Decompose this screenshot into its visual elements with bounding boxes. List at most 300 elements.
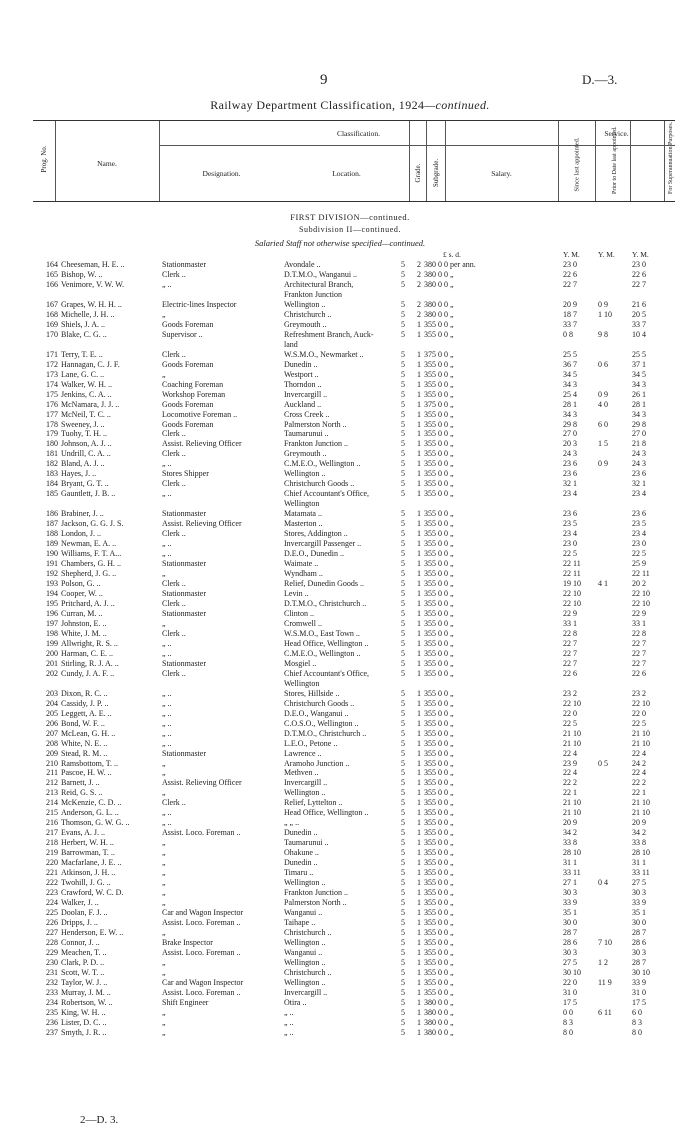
designation: „ .. xyxy=(162,279,172,289)
employee-name: Johnson, A. J. .. xyxy=(61,439,112,449)
since-appointed: 27 1 xyxy=(563,878,577,888)
prog-no: 210 xyxy=(46,758,58,768)
grade: 5 xyxy=(401,908,405,918)
location: C.M.E.O., Wellington .. xyxy=(284,459,361,469)
superannuation-service: 33 7 xyxy=(632,319,646,329)
superannuation-service: 22 8 xyxy=(632,628,646,638)
employee-name: Walker, W. H. .. xyxy=(61,379,113,389)
location: Palmerston North .. xyxy=(284,419,347,429)
superannuation-service: 34 3 xyxy=(632,409,646,419)
grade: 5 xyxy=(401,898,405,908)
superannuation-service: 22 2 xyxy=(632,778,646,788)
prog-no: 219 xyxy=(46,848,58,858)
designation: „ .. xyxy=(162,459,172,469)
table-row xyxy=(0,998,700,1007)
since-appointed: 31 0 xyxy=(563,987,577,997)
table-row xyxy=(0,649,700,658)
prog-no: 194 xyxy=(46,589,58,598)
table-row xyxy=(0,699,700,708)
prog-no: 181 xyxy=(46,449,58,459)
subgrade: 1 xyxy=(417,888,421,898)
superannuation-service: 34 5 xyxy=(632,369,646,379)
header-subgrade: Subgrade. xyxy=(432,158,440,188)
employee-name: White, J. M. .. xyxy=(61,628,107,638)
employee-name: Twohill, J. G. .. xyxy=(61,878,111,888)
since-appointed: 24 3 xyxy=(563,449,577,459)
prog-no: 228 xyxy=(46,937,58,947)
designation: Assist. Loco. Foreman .. xyxy=(162,918,241,928)
prog-no: 198 xyxy=(46,628,58,638)
grade: 5 xyxy=(401,569,405,579)
designation: Clerk .. xyxy=(162,349,186,359)
salary: 355 0 0 „ xyxy=(424,559,454,569)
prior-service: 6 11 xyxy=(598,1007,612,1017)
since-appointed: 22 7 xyxy=(563,648,577,658)
table-row xyxy=(0,918,700,927)
table-row xyxy=(0,719,700,728)
table-row xyxy=(0,798,700,807)
designation: Clerk .. xyxy=(162,429,186,439)
table-row xyxy=(0,330,700,339)
since-appointed: 17 5 xyxy=(563,997,577,1007)
header-service: Service. xyxy=(604,129,629,138)
employee-name: Clark, P. D. .. xyxy=(61,957,105,967)
header-name: Name. xyxy=(97,159,117,168)
subgrade: 1 xyxy=(417,379,421,389)
since-appointed: 33 1 xyxy=(563,618,577,628)
since-appointed: 23 0 xyxy=(563,539,577,549)
header-salary: Salary. xyxy=(491,169,512,178)
subgrade: 1 xyxy=(417,608,421,618)
employee-name: Newman, E. A. .. xyxy=(61,539,117,549)
salary: 355 0 0 „ xyxy=(424,509,454,519)
currency-header: £ s. d. xyxy=(443,250,461,259)
location: Otira .. xyxy=(284,997,307,1007)
superannuation-service: 23 4 xyxy=(632,489,646,499)
subgrade: 1 xyxy=(417,798,421,808)
header-prior: Prior to Date last appointed. xyxy=(612,126,618,194)
grade: 5 xyxy=(401,349,405,359)
superannuation-service: 37 1 xyxy=(632,359,646,369)
subgrade: 1 xyxy=(417,878,421,888)
designation: Stationmaster xyxy=(162,658,206,668)
designation: Stationmaster xyxy=(162,608,206,618)
salary: 355 0 0 „ xyxy=(424,668,454,678)
subgrade: 1 xyxy=(417,589,421,598)
table-row xyxy=(0,858,700,867)
designation: „ .. xyxy=(162,738,172,748)
table-row xyxy=(0,778,700,787)
table-row xyxy=(0,908,700,917)
superannuation-service: 28 6 xyxy=(632,937,646,947)
subgrade: 1 xyxy=(417,778,421,788)
employee-name: Barrowman, T. .. xyxy=(61,848,115,858)
subgrade: 1 xyxy=(417,768,421,778)
since-appointed: 23 6 xyxy=(563,459,577,469)
location: Chief Accountant's Office, xyxy=(284,489,370,499)
employee-name: Pascoe, H. W. .. xyxy=(61,768,112,778)
employee-name: Brabiner, J. .. xyxy=(61,509,104,519)
subgrade: 1 xyxy=(417,509,421,519)
subgrade: 1 xyxy=(417,927,421,937)
title-main: Railway Department Classification, 1924 xyxy=(210,98,425,112)
location: Ohakune .. xyxy=(284,848,319,858)
location: Stores, Hillside .. xyxy=(284,688,340,698)
grade: 5 xyxy=(401,1027,405,1037)
years-months-header-1: Y. M. xyxy=(563,250,580,259)
grade: 5 xyxy=(401,369,405,379)
superannuation-service: 24 2 xyxy=(632,758,646,768)
grade: 5 xyxy=(401,429,405,439)
employee-name: Leggett, A. E. .. xyxy=(61,708,112,718)
grade: 5 xyxy=(401,579,405,589)
subgrade: 1 xyxy=(417,658,421,668)
table-row xyxy=(0,439,700,448)
designation: „ .. xyxy=(162,808,172,818)
table-row xyxy=(0,928,700,937)
footer-signature: 2—D. 3. xyxy=(80,1114,119,1126)
table-row xyxy=(0,340,700,349)
since-appointed: 18 7 xyxy=(563,309,577,319)
employee-name: Cheeseman, H. E. .. xyxy=(61,260,125,269)
salary: 355 0 0 „ xyxy=(424,848,454,858)
subgrade: 1 xyxy=(417,1017,421,1027)
employee-name: Smyth, J. R. .. xyxy=(61,1027,107,1037)
designation: „ xyxy=(162,868,166,878)
superannuation-service: 22 6 xyxy=(632,269,646,279)
salary: 355 0 0 „ xyxy=(424,957,454,967)
since-appointed: 32 1 xyxy=(563,479,577,489)
subgrade: 2 xyxy=(417,260,421,269)
grade: 5 xyxy=(401,549,405,559)
prog-no: 171 xyxy=(46,349,58,359)
subgrade: 1 xyxy=(417,459,421,469)
table-row xyxy=(0,749,700,758)
location: Timaru .. xyxy=(284,868,314,878)
location: Wanganui .. xyxy=(284,947,323,957)
prior-service: 0 5 xyxy=(598,758,608,768)
designation: Clerk .. xyxy=(162,449,186,459)
superannuation-service: 6 0 xyxy=(632,1007,642,1017)
grade: 5 xyxy=(401,648,405,658)
salary: 355 0 0 „ xyxy=(424,818,454,828)
employee-name: London, J. .. xyxy=(61,529,101,539)
location: „ .. xyxy=(284,1017,294,1027)
location: Christchurch .. xyxy=(284,967,332,977)
prior-service: 0 9 xyxy=(598,459,608,469)
prog-no: 213 xyxy=(46,788,58,798)
superannuation-service: 27 5 xyxy=(632,878,646,888)
location: Wyndham .. xyxy=(284,569,323,579)
since-appointed: 30 10 xyxy=(563,967,581,977)
prog-no: 221 xyxy=(46,868,58,878)
employee-name: Gauntlett, J. B. .. xyxy=(61,489,116,499)
table-header xyxy=(33,120,675,202)
location: Invercargill .. xyxy=(284,389,328,399)
location: Greymouth .. xyxy=(284,319,327,329)
salary: 355 0 0 „ xyxy=(424,539,454,549)
subgrade: 1 xyxy=(417,848,421,858)
grade: 5 xyxy=(401,798,405,808)
designation: Clerk .. xyxy=(162,628,186,638)
employee-name: Michelle, J. H. .. xyxy=(61,309,115,319)
prog-no: 164 xyxy=(46,260,58,269)
salary: 355 0 0 „ xyxy=(424,658,454,668)
page-title xyxy=(0,98,700,113)
superannuation-service: 28 7 xyxy=(632,927,646,937)
since-appointed: 22 6 xyxy=(563,269,577,279)
table-row xyxy=(0,310,700,319)
grade: 5 xyxy=(401,279,405,289)
designation: Clerk .. xyxy=(162,269,186,279)
grade: 5 xyxy=(401,628,405,638)
employee-name: Bond, W. F. .. xyxy=(61,718,105,728)
division-heading: FIRST DIVISION—continued. xyxy=(290,212,410,222)
salary: 355 0 0 „ xyxy=(424,898,454,908)
since-appointed: 22 10 xyxy=(563,589,581,598)
prior-service: 9 8 xyxy=(598,329,608,339)
location: C.M.E.O., Wellington .. xyxy=(284,648,361,658)
grade: 5 xyxy=(401,658,405,668)
prog-no: 206 xyxy=(46,718,58,728)
superannuation-service: 30 10 xyxy=(632,967,650,977)
location: Chief Accountant's Office, xyxy=(284,668,370,678)
salary: 355 0 0 „ xyxy=(424,828,454,838)
designation: „ .. xyxy=(162,539,172,549)
superannuation-service: 24 3 xyxy=(632,459,646,469)
subgrade: 1 xyxy=(417,648,421,658)
subgrade: 1 xyxy=(417,409,421,419)
superannuation-service: 22 11 xyxy=(632,569,650,579)
table-row xyxy=(0,290,700,299)
employee-name: Undrill, C. A. .. xyxy=(61,449,111,459)
since-appointed: 22 4 xyxy=(563,768,577,778)
subgrade: 1 xyxy=(417,987,421,997)
salary: 355 0 0 „ xyxy=(424,748,454,758)
designation: Assist. Loco. Foreman .. xyxy=(162,947,241,957)
prog-no: 173 xyxy=(46,369,58,379)
since-appointed: 23 0 xyxy=(563,260,577,269)
employee-name: Thomson, G. W. G. .. xyxy=(61,818,130,828)
superannuation-service: 25 9 xyxy=(632,559,646,569)
subgrade: 1 xyxy=(417,449,421,459)
prog-no: 196 xyxy=(46,608,58,618)
grade: 5 xyxy=(401,589,405,598)
table-row xyxy=(0,938,700,947)
since-appointed: 34 3 xyxy=(563,409,577,419)
salary: 355 0 0 „ xyxy=(424,987,454,997)
designation: „ xyxy=(162,838,166,848)
prog-no: 202 xyxy=(46,668,58,678)
salary: 355 0 0 „ xyxy=(424,648,454,658)
subgrade: 1 xyxy=(417,688,421,698)
grade: 5 xyxy=(401,848,405,858)
since-appointed: 28 6 xyxy=(563,937,577,947)
employee-name: Pritchard, A. J. .. xyxy=(61,598,115,608)
since-appointed: 25 5 xyxy=(563,349,577,359)
grade: 5 xyxy=(401,858,405,868)
employee-name: Hannagan, C. J. F. xyxy=(61,359,120,369)
prog-no: 201 xyxy=(46,658,58,668)
superannuation-service: 33 9 xyxy=(632,898,646,908)
superannuation-service: 22 4 xyxy=(632,768,646,778)
subgrade: 1 xyxy=(417,419,421,429)
designation: Clerk .. xyxy=(162,798,186,808)
table-row xyxy=(0,898,700,907)
subgrade: 1 xyxy=(417,469,421,479)
superannuation-service: 22 7 xyxy=(632,279,646,289)
employee-name: McNeil, T. C. .. xyxy=(61,409,111,419)
grade: 5 xyxy=(401,987,405,997)
prior-service: 1 5 xyxy=(598,439,608,449)
prior-service: 6 0 xyxy=(598,419,608,429)
since-appointed: 23 4 xyxy=(563,529,577,539)
designation: Supervisor .. xyxy=(162,329,203,339)
superannuation-service: 30 0 xyxy=(632,918,646,928)
designation: „ xyxy=(162,898,166,908)
designation: „ xyxy=(162,858,166,868)
employee-name: Shepherd, J. G. .. xyxy=(61,569,117,579)
prog-no: 224 xyxy=(46,898,58,908)
salary: 375 0 0 „ xyxy=(424,399,454,409)
designation: „ xyxy=(162,1027,166,1037)
header-location: Location. xyxy=(332,169,361,178)
table-row xyxy=(0,818,700,827)
superannuation-service: 22 4 xyxy=(632,748,646,758)
employee-name: Bryant, G. T. .. xyxy=(61,479,109,489)
salary: 380 0 0 „ xyxy=(424,299,454,309)
table-row xyxy=(0,320,700,329)
location: Wellington .. xyxy=(284,878,326,888)
table-row xyxy=(0,948,700,957)
table-row xyxy=(0,360,700,369)
location: D.T.M.O., Wanganui .. xyxy=(284,269,358,279)
prior-service: 0 9 xyxy=(598,389,608,399)
salary: 355 0 0 „ xyxy=(424,549,454,559)
table-row xyxy=(0,519,700,528)
since-appointed: 27 5 xyxy=(563,957,577,967)
salary: 355 0 0 „ xyxy=(424,489,454,499)
salary: 355 0 0 „ xyxy=(424,618,454,628)
since-appointed: 25 4 xyxy=(563,389,577,399)
employee-name: Williams, F. T. A... xyxy=(61,549,122,559)
location: Clinton .. xyxy=(284,608,315,618)
subgrade: 1 xyxy=(417,429,421,439)
location: Avondale .. xyxy=(284,260,321,269)
location: Head Office, Wellington .. xyxy=(284,638,369,648)
salary: 380 0 0 „ xyxy=(424,269,454,279)
location: D.E.O., Dunedin .. xyxy=(284,549,344,559)
employee-name: Cundy, J. A. F. .. xyxy=(61,668,115,678)
designation: Workshop Foreman xyxy=(162,389,226,399)
location: Cross Creek .. xyxy=(284,409,330,419)
employee-name: Dripps, J. .. xyxy=(61,918,98,928)
designation: Clerk .. xyxy=(162,598,186,608)
subgrade: 1 xyxy=(417,1007,421,1017)
location: D.E.O., Wanganui .. xyxy=(284,708,349,718)
page-number: 9 xyxy=(320,72,328,88)
grade: 5 xyxy=(401,260,405,269)
salary: 355 0 0 „ xyxy=(424,868,454,878)
prog-no: 185 xyxy=(46,489,58,499)
subgrade: 1 xyxy=(417,818,421,828)
employee-name: Shiels, J. A. .. xyxy=(61,319,106,329)
grade: 5 xyxy=(401,778,405,788)
table-row xyxy=(0,768,700,777)
table-row xyxy=(0,808,700,817)
superannuation-service: 22 7 xyxy=(632,658,646,668)
salary: 355 0 0 „ xyxy=(424,947,454,957)
subdivision-heading: Subdivision II—continued. xyxy=(298,225,402,234)
subgrade: 1 xyxy=(417,479,421,489)
superannuation-service: 21 10 xyxy=(632,808,650,818)
location: Levin .. xyxy=(284,589,309,598)
table-row xyxy=(0,459,700,468)
grade: 5 xyxy=(401,299,405,309)
since-appointed: 34 2 xyxy=(563,828,577,838)
location: Wellington .. xyxy=(284,977,326,987)
since-appointed: 22 2 xyxy=(563,778,577,788)
superannuation-service: 33 8 xyxy=(632,838,646,848)
location: „ .. xyxy=(284,1027,294,1037)
table-row xyxy=(0,410,700,419)
prior-service: 1 10 xyxy=(598,309,612,319)
superannuation-service: 28 1 xyxy=(632,399,646,409)
subgrade: 1 xyxy=(417,967,421,977)
grade: 5 xyxy=(401,828,405,838)
superannuation-service: 23 6 xyxy=(632,469,646,479)
table-row xyxy=(0,280,700,289)
employee-name: Harman, C. E. .. xyxy=(61,648,113,658)
employee-name: McNamara, J. J. .. xyxy=(61,399,120,409)
since-appointed: 31 1 xyxy=(563,858,577,868)
location: Frankton Junction .. xyxy=(284,888,348,898)
grade: 5 xyxy=(401,688,405,698)
grade: 5 xyxy=(401,947,405,957)
superannuation-service: 30 3 xyxy=(632,888,646,898)
prog-no: 212 xyxy=(46,778,58,788)
salary: 355 0 0 „ xyxy=(424,708,454,718)
prog-no: 183 xyxy=(46,469,58,479)
subgrade: 2 xyxy=(417,269,421,279)
table-row xyxy=(0,679,700,688)
location: C.O.S.O., Wellington .. xyxy=(284,718,359,728)
table-row xyxy=(0,788,700,797)
table-row xyxy=(0,759,700,768)
salary: 355 0 0 „ xyxy=(424,888,454,898)
table-row xyxy=(0,449,700,458)
employee-name: McLean, G. H. .. xyxy=(61,728,116,738)
table-row xyxy=(0,878,700,887)
subgrade: 1 xyxy=(417,539,421,549)
since-appointed: 28 1 xyxy=(563,399,577,409)
superannuation-service: 22 5 xyxy=(632,549,646,559)
grade: 5 xyxy=(401,399,405,409)
designation: Assist. Loco. Foreman .. xyxy=(162,828,241,838)
location: Invercargill .. xyxy=(284,987,328,997)
location: D.T.M.O., Christchurch .. xyxy=(284,728,367,738)
salary: 355 0 0 „ xyxy=(424,638,454,648)
salary: 355 0 0 „ xyxy=(424,419,454,429)
grade: 5 xyxy=(401,469,405,479)
table-row xyxy=(0,400,700,409)
grade: 5 xyxy=(401,728,405,738)
since-appointed: 23 6 xyxy=(563,469,577,479)
prog-no: 236 xyxy=(46,1017,58,1027)
superannuation-service: 20 9 xyxy=(632,818,646,828)
table-row xyxy=(0,499,700,508)
salary: 355 0 0 „ xyxy=(424,449,454,459)
